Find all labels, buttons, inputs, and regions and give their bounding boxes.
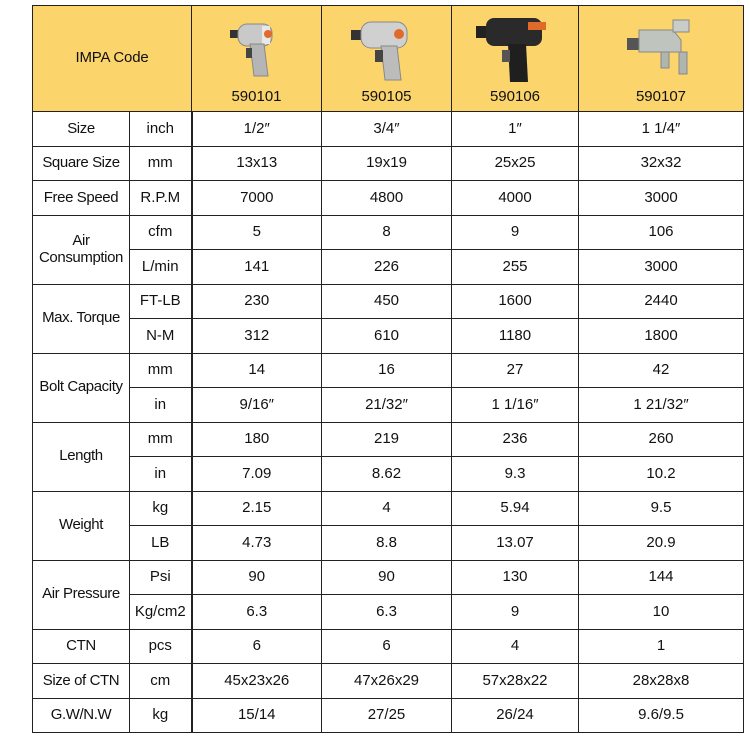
value-cell: 6.3 (322, 595, 452, 630)
value-cell: 2.15 (192, 491, 322, 526)
parameter-label: Size (33, 112, 130, 147)
value-cell: 10.2 (579, 457, 744, 492)
parameter-label: Length (33, 422, 130, 491)
value-cell: 9.3 (452, 457, 579, 492)
product-cell-4 (579, 6, 744, 112)
unit-label: FT-LB (130, 284, 192, 319)
unit-label: in (130, 457, 192, 492)
impa-code-1: 590101 (231, 87, 282, 105)
table-row (33, 629, 744, 664)
table-row (33, 112, 744, 147)
table-row (33, 698, 744, 733)
value-cell: 3000 (579, 250, 744, 285)
value-cell: 90 (192, 560, 322, 595)
value-cell: 13x13 (192, 146, 322, 181)
unit-label: LB (130, 526, 192, 561)
table-row (33, 146, 744, 181)
table-row (33, 284, 744, 319)
table-row (33, 526, 744, 561)
value-cell: 7.09 (192, 457, 322, 492)
value-cell: 28x28x8 (579, 664, 744, 699)
value-cell: 1/2″ (192, 112, 322, 147)
unit-label: mm (130, 353, 192, 388)
value-cell: 610 (322, 319, 452, 354)
value-cell: 1600 (452, 284, 579, 319)
value-cell: 26/24 (452, 698, 579, 733)
value-cell: 219 (322, 422, 452, 457)
table-row (33, 388, 744, 423)
value-cell: 8.8 (322, 526, 452, 561)
value-cell: 1″ (452, 112, 579, 147)
value-cell: 25x25 (452, 146, 579, 181)
value-cell: 3/4″ (322, 112, 452, 147)
impa-code-label: IMPA Code (33, 6, 192, 112)
value-cell: 9.5 (579, 491, 744, 526)
value-cell: 45x23x26 (192, 664, 322, 699)
value-cell: 19x19 (322, 146, 452, 181)
value-cell: 32x32 (579, 146, 744, 181)
parameter-label: Air Pressure (33, 560, 130, 629)
value-cell: 13.07 (452, 526, 579, 561)
impact-wrench-1-1-4-image (621, 12, 701, 82)
product-cell-2 (322, 6, 452, 112)
table-row (33, 319, 744, 354)
value-cell: 450 (322, 284, 452, 319)
value-cell: 130 (452, 560, 579, 595)
value-cell: 42 (579, 353, 744, 388)
value-cell: 8 (322, 215, 452, 250)
unit-label: Kg/cm2 (130, 595, 192, 630)
value-cell: 14 (192, 353, 322, 388)
parameter-label: Size of CTN (33, 664, 130, 699)
value-cell: 144 (579, 560, 744, 595)
value-cell: 9 (452, 595, 579, 630)
impact-wrench-1-2-image (222, 12, 292, 84)
value-cell: 4 (322, 491, 452, 526)
unit-label: Psi (130, 560, 192, 595)
unit-label: inch (130, 112, 192, 147)
value-cell: 15/14 (192, 698, 322, 733)
table-row (33, 215, 744, 250)
value-cell: 255 (452, 250, 579, 285)
value-cell: 3000 (579, 181, 744, 216)
value-cell: 4000 (452, 181, 579, 216)
value-cell: 180 (192, 422, 322, 457)
unit-label: mm (130, 146, 192, 181)
table-row (33, 353, 744, 388)
value-cell: 106 (579, 215, 744, 250)
value-cell: 10 (579, 595, 744, 630)
table-row (33, 457, 744, 492)
unit-label: cm (130, 664, 192, 699)
value-cell: 57x28x22 (452, 664, 579, 699)
impa-code-3: 590106 (489, 87, 541, 105)
value-cell: 312 (192, 319, 322, 354)
product-cell-1 (192, 6, 322, 112)
table-row (33, 595, 744, 630)
value-cell: 47x26x29 (322, 664, 452, 699)
product-cell-3 (452, 6, 579, 112)
parameter-label: Square Size (33, 146, 130, 181)
table-row (33, 491, 744, 526)
value-cell: 1180 (452, 319, 579, 354)
value-cell: 260 (579, 422, 744, 457)
value-cell: 236 (452, 422, 579, 457)
unit-label: N-M (130, 319, 192, 354)
value-cell: 90 (322, 560, 452, 595)
value-cell: 1800 (579, 319, 744, 354)
table-row (33, 250, 744, 285)
value-cell: 9/16″ (192, 388, 322, 423)
value-cell: 9.6/9.5 (579, 698, 744, 733)
value-cell: 6 (322, 629, 452, 664)
unit-label: mm (130, 422, 192, 457)
value-cell: 4 (452, 629, 579, 664)
impact-wrench-3-4-image (347, 12, 427, 86)
value-cell: 21/32″ (322, 388, 452, 423)
value-cell: 5.94 (452, 491, 579, 526)
unit-label: kg (130, 698, 192, 733)
spec-table (32, 5, 744, 733)
value-cell: 4800 (322, 181, 452, 216)
value-cell: 1 21/32″ (579, 388, 744, 423)
table-row (33, 664, 744, 699)
value-cell: 27/25 (322, 698, 452, 733)
value-cell: 7000 (192, 181, 322, 216)
value-cell: 27 (452, 353, 579, 388)
value-cell: 6 (192, 629, 322, 664)
value-cell: 1 1/16″ (452, 388, 579, 423)
value-cell: 5 (192, 215, 322, 250)
table-row (33, 560, 744, 595)
value-cell: 2440 (579, 284, 744, 319)
unit-label: L/min (130, 250, 192, 285)
table-row (33, 181, 744, 216)
value-cell: 16 (322, 353, 452, 388)
value-cell: 1 1/4″ (579, 112, 744, 147)
parameter-label: Weight (33, 491, 130, 560)
impa-code-4: 590107 (635, 87, 687, 105)
parameter-label: Free Speed (33, 181, 130, 216)
unit-label: in (130, 388, 192, 423)
parameter-label: Max. Torque (33, 284, 130, 353)
value-cell: 9 (452, 215, 579, 250)
value-cell: 226 (322, 250, 452, 285)
value-cell: 1 (579, 629, 744, 664)
value-cell: 230 (192, 284, 322, 319)
value-cell: 8.62 (322, 457, 452, 492)
unit-label: cfm (130, 215, 192, 250)
parameter-label: CTN (33, 629, 130, 664)
header-row (33, 6, 744, 112)
parameter-label: Bolt Capacity (33, 353, 130, 422)
unit-label: R.P.M (130, 181, 192, 216)
impact-wrench-1-image (472, 12, 558, 86)
table-row (33, 422, 744, 457)
unit-label: pcs (130, 629, 192, 664)
value-cell: 20.9 (579, 526, 744, 561)
value-cell: 4.73 (192, 526, 322, 561)
unit-label: kg (130, 491, 192, 526)
impa-code-2: 590105 (361, 87, 412, 105)
value-cell: 141 (192, 250, 322, 285)
parameter-label: Air Consumption (33, 215, 130, 284)
parameter-label: G.W/N.W (33, 698, 130, 733)
value-cell: 6.3 (192, 595, 322, 630)
